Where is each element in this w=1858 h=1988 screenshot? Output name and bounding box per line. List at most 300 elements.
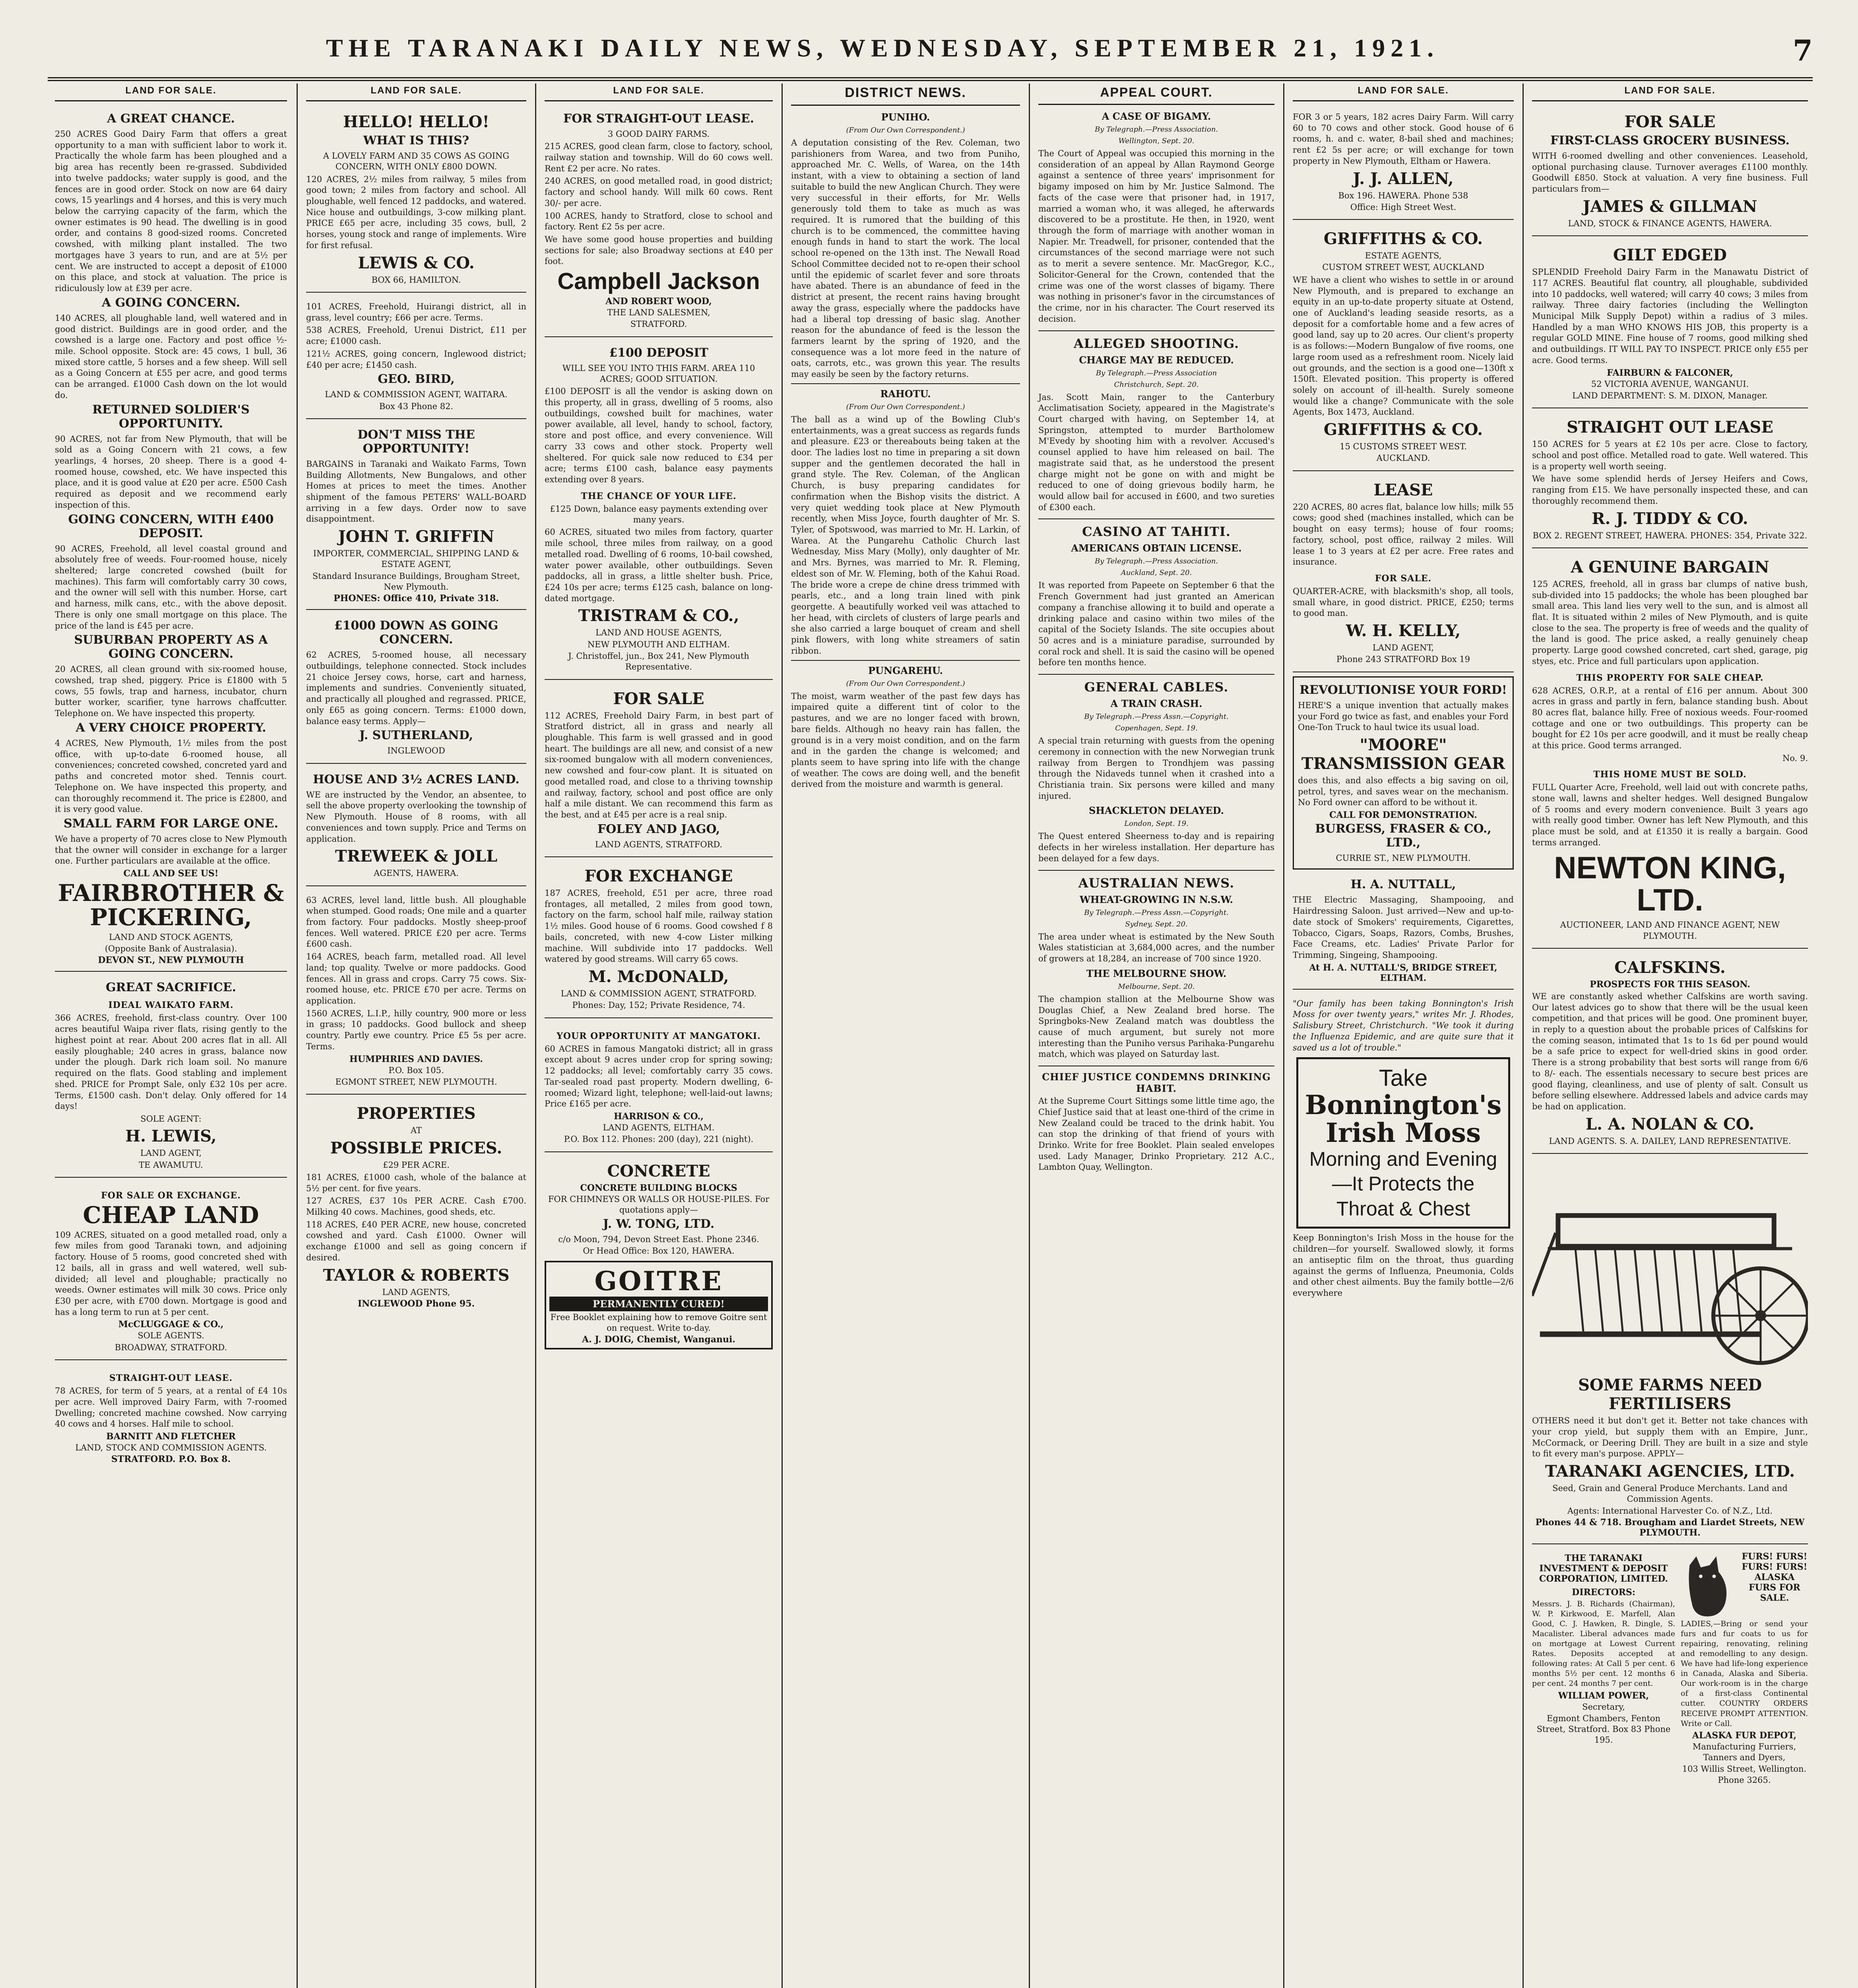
- news-subtitle: THE MELBOURNE SHOW.: [1086, 967, 1227, 979]
- advert-title: THIS HOME MUST BE SOLD.: [1593, 769, 1747, 780]
- advert-text: 101 ACRES, Freehold, Huirangi district, all in grass, level country; £66 per acre. Terms.: [306, 301, 526, 322]
- agent-name: J. W. TONG, LTD.: [603, 1217, 715, 1231]
- agent-line: BOX 66, HAMILTON.: [371, 275, 461, 285]
- advert-text: 250 ACRES Good Dairy Farm that offers a great opportunity to a man with sufficient labor to work it. Practically the whole farm has been ploughed and a big area has recently been re-grassed. Subdivided into twelve paddocks; water supply is good, and the fences are in good order. Stock on now are 64 dairy cows, 15 yearlings and 4 horses, and this is very much below the carrying capacity of the farm, which the owner estimates is 90 head. The dwelling is in good order, and contains 8 good-sized rooms. Concreted cowshed, with milking plant installed. The two mortgages have 3 years to run, and are at 5½ per cent. We are instructed to accept a deposit of £1000 on this place, and stock at valuation. The price is ridiculously low at £39 per acre.: [55, 129, 287, 293]
- news-dateline: Melbourne, Sept. 20.: [1118, 982, 1195, 991]
- advert-text: FOR CHIMNEYS OR WALLS OR HOUSE-PILES. For quotations apply—: [548, 1194, 770, 1215]
- news-title: CHIEF JUSTICE CONDEMNS DRINKING HABIT.: [1038, 1066, 1274, 1094]
- agent-name: JOHN T. GRIFFIN: [338, 527, 495, 546]
- column-3: [537, 83, 780, 1988]
- agent-line: LAND AGENT,: [140, 1148, 202, 1158]
- column-heading: DISTRICT NEWS.: [791, 83, 1020, 106]
- advert-title: THE CHANCE OF YOUR LIFE.: [581, 491, 737, 501]
- moss-brand: Bonnington's Irish Moss: [1305, 1089, 1502, 1148]
- news-dateline: Sydney, Sept. 20.: [1125, 920, 1188, 928]
- masthead-title: THE TARANAKI DAILY NEWS, WEDNESDAY, SEPTEMBER 21, 1921.: [326, 34, 1439, 62]
- agent-line: Box 43 Phone 82.: [379, 401, 454, 411]
- news-text: A deputation consisting of the Rev. Coleman, two parishioners from Warea, and two from Puniho, approached Mr. C. Wells, of Warea, on the 14th instant, with a view to obtaining a section of land suitable to build the new Anglican Church. They were very successful in their efforts, for Mr. Wells generously told them to take as much as was required. It is rumored that the building of this church is to be commenced, the committee having enough funds in hand to start the work. The local school re-opened on the 13th inst. The Newall Road School Committee decided not to re-open their school until the epidemic of scarlet fever and sore throats have abated. There is an abundance of feed in the district at present, the recent rains having brought away the grass, especially where the paddocks have had a liberal top dressing of basic slag. Another reason for the abundance of feed is the lesson the farmers learnt by the spring of 1920, and the consequence was a lot more feed in the nature of oats, carrots, etc., was grown this year. The results may easily be seen by the factory returns.: [791, 138, 1020, 379]
- advert-subtitle: WHAT IS THIS?: [363, 134, 469, 148]
- column-heading: APPEAL COURT.: [1038, 83, 1274, 105]
- column-rule: [535, 83, 536, 1988]
- agent-line: SOLE AGENTS.: [138, 1331, 204, 1341]
- agent-line: Agents: International Harvester Co. of N.Z., Ltd.: [1567, 1506, 1773, 1516]
- agent-name: LEWIS & CO.: [358, 253, 475, 272]
- agent-line: Secretary,: [1582, 1702, 1625, 1712]
- advert-title: THE TARANAKI INVESTMENT & DEPOSIT CORPORATION, LIMITED.: [1539, 1553, 1668, 1584]
- advert-title: LEASE: [1373, 480, 1433, 499]
- advert-text: "Our family has been taking Bonnington's Irish Moss for over twenty years," writes Mr. J. Rhodes, Salisbury Street, Christchurch. "We took it during the Influenza Epidemic, and are quite sure that it saved us a lot of trouble.": [1293, 998, 1514, 1052]
- column-5: [1031, 83, 1282, 1988]
- agent-line: P.O. Box 112. Phones: 200 (day), 221 (night).: [564, 1134, 754, 1144]
- advert: [1293, 475, 1514, 672]
- agent-line: Seed, Grain and General Produce Merchants. Land and Commission Agents.: [1552, 1483, 1788, 1504]
- advert-text: Messrs. J. B. Richards (Chairman), W. P. Kirkwood, E. Marfell, Alan Good, C. J. Hawken, R. Dingle, S. Macalister. Liberal advances made on mortgage at Lowest Current Rates. Deposits accepted at following rates: At Call 5 per cent. 6 months 5½ per cent. 12 months 6 per cent. 24 months 7 per cent.: [1532, 1599, 1675, 1688]
- agent-line: AUCTIONEER, LAND AND FINANCE AGENT, NEW PLYMOUTH.: [1560, 920, 1780, 941]
- advert-title: FOR STRAIGHT-OUT LEASE.: [563, 112, 754, 126]
- advert-text: 150 ACRES for 5 years at £2 10s per acre. Close to factory, school and post office. Metalled road to gate. Well watered. This is a property well worth seeing.: [1532, 439, 1808, 471]
- advert-title: STRAIGHT OUT LEASE: [1567, 418, 1773, 437]
- advert-text: OTHERS need it but don't get it. Better not take chances with your crop yield, but supply them with an Empire, Junr., McCormack, or Deering Drill. They are built in a size and style to fit every man's purpose. APPLY—: [1532, 1416, 1808, 1459]
- advert-text: 215 ACRES, good clean farm, close to factory, school, railway station and township. Will do 60 cows well. Rent £2 per acre. No rates.: [545, 142, 773, 173]
- advert-text: £29 PER ACRE.: [383, 1160, 450, 1170]
- news-subtitle: AMERICANS OBTAIN LICENSE.: [1071, 542, 1242, 554]
- news-text: The Quest entered Sheerness to-day and is repairing defects in her wireless installation. Her departure has been delayed for a few days.: [1038, 831, 1274, 863]
- column-rule: [782, 83, 783, 1988]
- agent-line: LAND AGENTS,: [382, 1287, 450, 1297]
- advert-text: 90 ACRES, Freehold, all level coastal ground and absolutely free of weeds. Four-roomed house, nicely sheltered; large concreted cowshed (built for machines). This farm will comfortably carry 30 cows, and the owner will sell with this number. Horse, cart and harness, milk cans, etc., with the above deposit. There is only one small mortgage on this place. The price of the land is £45 per acre.: [55, 544, 287, 631]
- advert-text: WITH 6-roomed dwelling and other conveniences. Leasehold, optional purchasing clause. Turnover averages £1100 monthly. Goodwill £850. Stock at valuation. A very fine business. Full particulars from—: [1532, 151, 1808, 194]
- agent-name: L. A. NOLAN & CO.: [1585, 1114, 1755, 1134]
- agent-line: Manufacturing Furriers, Tanners and Dyers,: [1692, 1741, 1796, 1763]
- news-text: The champion stallion at the Melbourne Show was Douglas Chief, a New Zealand bred horse. The Springboks-New Zealand match was doubtless the cause of much argument, but surely not more interesting than the Puniho versus Parihaka-Pungarehu match, which was played on Saturday last.: [1038, 994, 1274, 1059]
- agent-line: AND ROBERT WOOD,: [605, 296, 712, 307]
- news-title: ALLEGED SHOOTING.: [1038, 330, 1274, 351]
- advert-text: 121½ ACRES, going concern, Inglewood district; £40 per acre; £1450 cash.: [306, 349, 526, 370]
- advert-text: 20 ACRES, all clean ground with six-roomed house, cowshed, trap shed, piggery. Price is £1800 with 5 cows, 55 fowls, trap and harness, incubator, churn butter worker, scarifier, tyne harrows chaffcutter. Telephone on. We have inspected this property.: [55, 664, 287, 718]
- news-byline: By Telegraph.—Press Association.: [1094, 125, 1218, 134]
- advert: [1532, 1548, 1808, 1792]
- news-text: A special train returning with guests from the opening ceremony in connection with the new Norwegian trunk railway from Bergen to Trondhjem was passing through the Nidaveds tunnel when it crashed into a Christiania train. Six persons were killed and many injured.: [1038, 736, 1274, 801]
- advert-text: does this, and also effects a big saving on oil, petrol, tyres, and saves wear on the mechanism. No Ford owner can afford to be without it.: [1298, 775, 1509, 808]
- advert-title: YOUR OPPORTUNITY AT MANGATOKI.: [557, 1031, 761, 1041]
- moss-line: Morning and Evening—It Protects the Throat & Chest: [1309, 1147, 1497, 1220]
- agent-line: ESTATE AGENTS,: [1365, 251, 1442, 261]
- call-line: CALL FOR DEMONSTRATION.: [1329, 810, 1477, 821]
- advert-text: AT: [410, 1126, 422, 1136]
- advert-text: 181 ACRES, £1000 cash, whole of the balance at 5½ per cent. for five years.: [306, 1172, 526, 1193]
- advert-number: No. 9.: [1782, 753, 1808, 763]
- advert-subtitle: PROSPECTS FOR THIS SEASON.: [1590, 979, 1750, 990]
- advert-text: HERE'S a unique invention that actually makes your Ford go twice as fast, and enables your Ford One-Ton Truck to haul twice its usual load.: [1298, 700, 1509, 732]
- advert-title: CHEAP LAND: [83, 1201, 259, 1229]
- seed-drill-illustration: [1532, 1165, 1808, 1372]
- agent-line: INGLEWOOD: [387, 746, 445, 756]
- advert-text: We have some splendid herds of Jersey Heifers and Cows, ranging from £15. We have personally inspected these, and can thoroughly recommend them.: [1532, 474, 1808, 506]
- advert-title: FURS! FURS! FURS! FURS!: [1742, 1551, 1808, 1572]
- advert-text: 240 ACRES, on good metalled road, in good district; factory and school handy. Will milk 60 cows. Rent 30/- per acre.: [545, 176, 773, 208]
- agent-name: GRIFFITHS & CO.: [1323, 229, 1483, 248]
- agent-line: At H. A. NUTTALL'S, BRIDGE STREET, ELTHAM.: [1309, 962, 1497, 983]
- agent-line: LAND AGENT,: [1372, 643, 1434, 653]
- advert-title: A GENUINE BARGAIN: [1571, 557, 1769, 577]
- advert-title: CALFSKINS.: [1614, 958, 1726, 977]
- agent-name: TREWEEK & JOLL: [335, 847, 498, 866]
- news-text: The Court of Appeal was occupied this morning in the consideration of an appeal by Allan Raymond George against a sentence of three years' imprisonment for bigamy imposed on him by Mr. Justice Salmond. The facts of the case were that prisoner had, in 1917, married a woman who, it was alleged, he afterwards discovered to be a prostitute. He then, in 1920, went through the form of marriage with another woman in Napier. Mr. Treadwell, for prisoner, contended that the circumstances of the second marriage were not such as to merit a severe sentence. Mr. MacGregor, K.C., Solicitor-General for the Crown, contended that the crime was one of the worst classes of bigamy. There was nothing in prisoner's favor in the circumstances of the crime, nor in his character. The Court reserved its decision.: [1038, 149, 1274, 324]
- advert-title: FOR EXCHANGE: [584, 867, 733, 886]
- goitre-title: GOITRE: [594, 1265, 723, 1297]
- masthead: [48, 33, 1813, 81]
- agent-line: CURRIE ST., NEW PLYMOUTH.: [1336, 853, 1471, 863]
- agent-line: LAND, STOCK & FINANCE AGENTS, HAWERA.: [1568, 218, 1772, 228]
- agent-line: LAND AND HOUSE AGENTS,: [595, 628, 722, 638]
- agent-line: 103 Willis Street, Wellington. Phone 3265.: [1682, 1764, 1807, 1785]
- advert: [545, 861, 773, 1018]
- news-text: The ball as a wind up of the Bowling Club's entertainments, was a great success as regards funds and pleasure. £23 or thereabouts being taken at the door. The ladies lost no time in preparing a sit down supper and the gentlemen decorated the hall in grand style. The Rev. Coleman, of the Anglican Church, is busy preparing candidates for confirmation when the Bishop visits the district. A very quiet wedding took place at New Plymouth recently, when Miss Joyce, fourth daughter of Mr. S. Tyler, of Spotswood, was married to Mr. H. Larkin, of Warea. At the Pungarehu Catholic Church last Wednesday, Miss Mary (Molly), only daughter of Mr. and Mrs. Byrnes, was married to Mr. R. Fleming, eldest son of Mr. W. Fleming, both of the Kahui Road. The bride wore a crepe de chine dress trimmed with pearls, etc., and a long train lined with pink georgette. A beautifully worked veil was attached to her head, with circlets of clusters of large pearls and she also carried a large bouquet of cream and shell pink flowers, with long white streamers of satin ribbon.: [791, 414, 1020, 656]
- advert-title: SUBURBAN PROPERTY AS A GOING CONCERN.: [74, 633, 268, 661]
- advert-text: 366 ACRES, freehold, first-class country. Over 100 acres beautiful Waipa river flats, rising gently to the highest point at rear. About 200 acres flat in all. All easily ploughable; 240 acres in grass, balance now under the plough. Dark rich loam soil. No manure required on the flats. Good stabling and implement shed. PRICE for Prompt Sale, only £32 10s per acre. Terms, £1500 cash. Don't delay. Only offered for 14 days!: [55, 1013, 287, 1111]
- advert-subtitle: WILL SEE YOU INTO THIS FARM. AREA 110 ACRES; GOOD SITUATION.: [562, 363, 755, 384]
- advert-title: "MOORE" TRANSMISSION GEAR: [1301, 735, 1505, 773]
- advert-text: 60 ACRES in famous Mangatoki district; all in grass except about 9 acres under crop for spring sowing; 12 paddocks; all level; comfortably carry 35 cows. Tar-sealed road past property. Modern dwelling, 6-roomed; Wizard light, telephone; well-laid-out lawns; Price £165 per acre.: [545, 1044, 773, 1109]
- agent-line: EGMONT STREET, NEW PLYMOUTH.: [335, 1077, 497, 1087]
- news-title: GENERAL CABLES.: [1038, 674, 1274, 695]
- agent-line: Phones 44 & 718. Brougham and Liardet Streets, NEW PLYMOUTH.: [1535, 1517, 1805, 1538]
- advert: [1532, 240, 1808, 408]
- advert-title: FOR SALE: [1624, 113, 1716, 131]
- agent-line: SOLE AGENT:: [140, 1114, 202, 1124]
- advert-title: POSSIBLE PRICES.: [330, 1138, 502, 1157]
- advert-text: £100 DEPOSIT is all the vendor is asking down on this property, all in grass, dwelling of 5 rooms, also outbuildings, cowshed built for machines, water power available, all level, handy to school, factory, store and post office, and every convenience. Will carry 33 cows and other stock. Property well sheltered. For quick sale now reduced to £34 per acre; terms £100 cash, balance easy payments extending over 8 years.: [545, 386, 773, 485]
- column-6: [1286, 83, 1521, 1988]
- news-byline: By Telegraph.—Press Association.: [1094, 557, 1218, 566]
- column-1: [48, 83, 294, 1988]
- advert-title: HELLO! HELLO!: [343, 113, 489, 131]
- column-heading: LAND FOR SALE.: [306, 83, 526, 101]
- agent-name: H. A. NUTTALL,: [1350, 878, 1456, 892]
- agent-name: GRIFFITHS & CO.: [1323, 420, 1483, 439]
- goitre-advert: [545, 1261, 773, 1350]
- advert-text: LADIES,—Bring or send your furs and fur coats to us for repairing, renovating, relining and remodelling to any design. We have had life-long experience in Canada, Alaska and Siberia. Our work-room is in the charge of a first-class Continental cutter. COUNTRY ORDERS RECEIVE PROMPT ATTENTION. Write or Call.: [1681, 1619, 1808, 1728]
- advert-text: 62 ACRES, 5-roomed house, all necessary outbuildings, telephone connected. Stock includes 21 choice Jersey cows, horse, cart and harness, implements and sundries. Conveniently situated, and practically all ploughed and regrassed. PRICE, only £65 as going concern. Terms: £1000 down, balance easy terms. Apply—: [306, 650, 526, 726]
- column-heading: LAND FOR SALE.: [545, 83, 773, 101]
- advert-title: A VERY CHOICE PROPERTY.: [76, 720, 266, 735]
- agent-name: TARANAKI AGENCIES, LTD.: [1545, 1462, 1795, 1481]
- news-text: The area under wheat is estimated by the New South Wales statistician at 3,684,000 acres, and the number of growers at 18,284, an increase of 700 since 1920.: [1038, 932, 1274, 964]
- column-rule: [1522, 83, 1524, 1988]
- advert-text: 140 ACRES, all ploughable land, well watered and in good district. Buildings are in good order, and the cowshed is a large one. Factory and post office ½-mile. School opposite. Stock are: 45 cows, 1 bull, 36 mixed store cattle, 5 horses and a few sheep. Will sell as a Going Concern at £55 per acre, and good terms can be arranged. £1000 Cash down on the lot would do.: [55, 313, 287, 400]
- advert-title: FOR SALE.: [1375, 573, 1432, 584]
- agent-name: J. SUTHERLAND,: [359, 728, 473, 743]
- advert-text: 118 ACRES, £40 PER ACRE, new house, concreted cowshed and yard. Cash £1000. Owner will exchange £1000 and sell as going concern if desired.: [306, 1219, 526, 1262]
- agent-line: Phone 243 STRATFORD Box 19: [1336, 654, 1470, 664]
- news-dateline: London, Sept. 19.: [1124, 819, 1189, 828]
- advert-heading: FOR SALE OR EXCHANGE.: [101, 1190, 241, 1201]
- agent-name: TRISTRAM & CO.,: [578, 606, 739, 625]
- agent-line: LAND & COMMISSION AGENT, STRATFORD.: [561, 989, 757, 999]
- advert: [306, 107, 526, 293]
- page-number: 7: [1792, 33, 1813, 67]
- advert-text: WE are instructed by the Vendor, an absentee, to sell the above property overlooking the township of New Plymouth. House of 8 rooms, with all conveniences and town supply. Price and Terms on application.: [306, 790, 526, 844]
- advert-text: 63 ACRES, level land, little bush. All ploughable when stumped. Good roads; One mile and a quarter from factory. Four paddocks. Mostly sheep-proof fences. Well watered. PRICE £20 per acre. Terms £600 cash.: [306, 895, 526, 949]
- agent-line: INGLEWOOD Phone 95.: [357, 1298, 475, 1309]
- agent-line: LAND AGENTS, STRATFORD.: [595, 839, 723, 849]
- advert: [1293, 224, 1514, 471]
- advert-subtitle: DIRECTORS:: [1572, 1587, 1635, 1598]
- agent-line: LAND AGENTS. S. A. DAILEY, LAND REPRESENTATIVE.: [1549, 1136, 1791, 1146]
- goitre-text: Free Booklet explaining how to remove Goitre sent on request. Write to-day.: [550, 1312, 767, 1333]
- agent-line: Box 196. HAWERA. Phone 538: [1338, 190, 1468, 200]
- news-subtitle: WHEAT-GROWING IN N.S.W.: [1079, 893, 1233, 905]
- advert: [55, 976, 287, 1177]
- news-byline: By Telegraph.—Press Assn.—Copyright.: [1084, 712, 1229, 721]
- news-byline: (From Our Own Correspondent.): [846, 679, 965, 688]
- agent-name: TAYLOR & ROBERTS: [323, 1266, 510, 1285]
- agent-line: STRATFORD. P.O. Box 8.: [111, 1454, 231, 1465]
- news-text: The moist, warm weather of the past few days has impaired quite a different tint of color to the pastures, and we are no longer faced with brown, bare fields. Although no heavy rain has fallen, the ground is in a very moist condition, and on the farm and in the garden the change is welcomed; and plants seem to have spring into life with the change of weather. The cows are doing well, and the benefit derived from the moisture and warmth is general.: [791, 691, 1020, 789]
- agent-name: GEO. BIRD,: [378, 372, 455, 386]
- agent-line: J. Christoffel, jun., Box 241, New Plymouth Representative.: [568, 651, 749, 672]
- advert-text: WE are constantly asked whether Calfskins are worth saving. Our latest advices go to show that there will be the usual keen competition, and that prices will be good. One prominent buyer, in reply to a question about the probable prices of Calfskins for the coming season, intimated that 1s to 1s 6d per pound would be a safe price to expect for well-dried skins in good order. There is a strong probability that best sorts will range from 6/6 to 8/- each. The essentials necessary to secure best prices are good flaying, cleanliness, and use of plenty of salt. Consult us before selling elsewhere. Addressed labels and advice cards may be had on application.: [1532, 991, 1808, 1112]
- column-heading: LAND FOR SALE.: [1293, 83, 1514, 101]
- agent-name: R. J. TIDDY & CO.: [1592, 509, 1748, 528]
- agent-name: M. McDONALD,: [588, 967, 729, 986]
- advert: [306, 297, 526, 419]
- advert: [545, 1156, 773, 1355]
- advert: [1293, 873, 1514, 989]
- advert-text: WE have a client who wishes to settle in or around New Plymouth, and is prepared to exchange an equity in an up-to-date property situate at Ostend, one of Auckland's leading seaside resorts, as a deposit for a comfortable home and a few acres of good land, say up to 20 acres. Our client's property is as follows:—Modern Bungalow of five rooms, one large room used as a refreshment room. Nicely laid out grounds, and the section is a good one—130ft x 150ft. Elevated position. This property is offered solely on account of ill-health. Surely someone would like a change? Communicate with the sole Agents, Box 1473, Auckland.: [1293, 275, 1514, 417]
- agent-name: HARRISON & CO.,: [614, 1111, 704, 1122]
- news-subtitle: A TRAIN CRASH.: [1110, 698, 1202, 710]
- advert: [1293, 994, 1514, 1306]
- advert-title: A GOING CONCERN.: [101, 295, 240, 310]
- advert: [306, 1099, 526, 1314]
- agent-name: ALASKA FUR DEPOT,: [1692, 1730, 1797, 1741]
- news-place: RAHOTU.: [791, 383, 1020, 400]
- agent-line: NEW PLYMOUTH AND ELTHAM.: [587, 639, 730, 649]
- agent-line: TE AWAMUTU.: [139, 1160, 203, 1170]
- agent-line: Office: High Street West.: [1350, 202, 1457, 212]
- advert: [55, 1182, 287, 1360]
- agent-line: AGENTS, HAWERA.: [374, 868, 459, 878]
- moss-line: Take: [1379, 1065, 1428, 1091]
- news-place: PUNGAREHU.: [791, 660, 1020, 676]
- agent-line: Phones: Day, 152; Private Residence, 74.: [572, 1000, 745, 1010]
- column-rule: [1283, 83, 1284, 1988]
- agent-name: J. J. ALLEN,: [1353, 169, 1454, 188]
- agent-line: 52 VICTORIA AVENUE, WANGANUI.: [1591, 379, 1749, 389]
- advert-title: FOR SALE: [613, 689, 704, 708]
- news-text: At the Supreme Court Sittings some little time ago, the Chief Justice said that at least one-third of the crime in New Zealand could be traced to the drink habit. You can stop the drinking of that friend of yours with Drinko. Write for free Booklet. Plain sealed envelopes used. Lady Manager, Drinko Proprietary. 212 A.C., Lambton Quay, Wellington.: [1038, 1096, 1274, 1172]
- fox-illustration: [1681, 1551, 1736, 1619]
- advert-title: HOUSE AND 3½ ACRES LAND.: [313, 772, 520, 786]
- advert-text: 538 ACRES, Freehold, Urenui District, £11 per acre; £1000 cash.: [306, 325, 526, 346]
- advert-text: QUARTER-ACRE, with blacksmith's shop, all tools, small whare, in good district. PRICE, £250; terms to good man.: [1293, 586, 1514, 618]
- agent-line: BOX 2. REGENT STREET, HAWERA. PHONES: 354, Private 322.: [1532, 530, 1808, 540]
- agent-line: CUSTOM STREET WEST, AUCKLAND: [1322, 262, 1484, 272]
- advert-text: 125 ACRES, freehold, all in grass bar clumps of native bush, sub-divided into 15 paddocks; the whole has been ploughed bar small area. This land lies very well to the sun, and is almost all flat. It is situated within 2 miles of New Plymouth, and is quite close to the sea. The property is free of weeds and the quality of the land is good. The price asked, a really genuinely cheap property. Large good cowshed concreted, cart shed, garage, pig styes, etc. Price and full particulars upon application.: [1532, 579, 1808, 666]
- advert-title: DON'T MISS THE OPPORTUNITY!: [357, 427, 475, 456]
- advert-title: REVOLUTIONISE YOUR FORD!: [1299, 683, 1507, 697]
- advert-title: £1000 DOWN AS GOING CONCERN.: [334, 619, 498, 647]
- agent-name: W. H. KELLY,: [1346, 621, 1461, 641]
- advert: [1532, 1158, 1808, 1544]
- advert-title: STRAIGHT-OUT LEASE.: [109, 1373, 233, 1384]
- news-text: It was reported from Papeete on September 6 that the French Government had just granted an American company a franchise allowing it to build and operate a drinking palace and casino within two miles of the capital of the Society Islands. The site occupies about 50 acres and is a miniature paradise, surrounded by coral rock and shell. It is said the casino will be opened before ten months hence.: [1038, 580, 1274, 668]
- news-dateline: Wellington, Sept. 20.: [1118, 137, 1195, 145]
- agent-line: BROADWAY, STRATFORD.: [114, 1342, 227, 1352]
- news-dateline: Christchurch, Sept. 20.: [1114, 380, 1199, 389]
- agent-line: THE LAND SALESMEN,: [607, 308, 710, 318]
- news-dateline: Copenhagen, Sept. 19.: [1115, 724, 1198, 733]
- advert-title: RETURNED SOLDIER'S OPPORTUNITY.: [92, 402, 250, 431]
- advert-text: 220 ACRES, 80 acres flat, balance low hills; milk 55 cows; good shed (machines installed, which can be bought on easy terms); house of four rooms; factory, school, post office, railway 2 miles. Will lease 1 to 3 years at £2 per acre. Free rates and insurance.: [1293, 502, 1514, 567]
- advert-text: 127 ACRES, £37 10s PER ACRE. Cash £700. Milking 40 cows. Machines, good sheds, etc.: [306, 1196, 526, 1217]
- advert-title: CONCRETE: [607, 1161, 710, 1180]
- advert-text: Keep Bonnington's Irish Moss in the house for the children—for yourself. Swallowed slowly, it forms an antiseptic film on the throat, thus guarding against the germs of Influenza, Pneumonia, Colds and other chest ailments. Buy the family bottle—2/6 everywhere: [1293, 1233, 1514, 1298]
- advert-title: THIS PROPERTY FOR SALE CHEAP.: [1576, 672, 1764, 683]
- agent-line: P.O. Box 105.: [388, 1065, 444, 1075]
- advert-subtitle: FIRST-CLASS GROCERY BUSINESS.: [1550, 134, 1790, 148]
- advert-title: PROPERTIES: [357, 1104, 476, 1123]
- news-title: CASINO AT TAHITI.: [1038, 518, 1274, 539]
- agent-line: DEVON ST., NEW PLYMOUTH: [98, 955, 244, 966]
- news-byline: (From Our Own Correspondent.): [846, 126, 965, 134]
- irish-moss-advert: [1296, 1057, 1510, 1229]
- advert: [545, 107, 773, 337]
- advert: [55, 1364, 287, 1470]
- advert-title: A GREAT CHANCE.: [107, 112, 235, 126]
- agent-line: LAND, STOCK AND COMMISSION AGENTS.: [75, 1442, 267, 1452]
- agent-line: LAND AGENTS, ELTHAM.: [603, 1122, 715, 1132]
- advert-text: SPLENDID Freehold Dairy Farm in the Manawatu District of 117 ACRES. Beautiful flat country, all ploughable, subdivided into 10 paddocks, well watered; will carry 40 cows; 3 miles from railway. Three dairy factories (including the Wellington Municipal Milk Supply Depot) within a radius of 3 miles. Handled by a man WHO KNOWS HIS JOB, this property is a regular GOLD MINE. Fine house of 7 rooms, good milking shed and outbuildings. IT WILL PAY TO INSPECT. PRICE only £55 per acre. Good terms.: [1532, 267, 1808, 365]
- advert: [1532, 412, 1808, 548]
- column-7: [1525, 83, 1815, 1988]
- advert: [306, 890, 526, 1095]
- agent-line: AUCKLAND.: [1376, 453, 1430, 463]
- agent-name: HUMPHRIES AND DAVIES.: [349, 1054, 483, 1064]
- news-subtitle: CHARGE MAY BE REDUCED.: [1079, 354, 1234, 366]
- advert-text: A LOVELY FARM AND 35 COWS AS GOING CONCERN, WITH ONLY £800 DOWN.: [323, 151, 510, 172]
- column-heading: LAND FOR SALE.: [55, 83, 287, 101]
- agent-name: Campbell Jackson: [557, 268, 760, 295]
- agent-line: LAND DEPARTMENT: S. M. DIXON, Manager.: [1572, 390, 1768, 400]
- advert: [545, 684, 773, 857]
- advert-text: We have a property of 70 acres close to New Plymouth that the owner will consider in exchange for a larger one. Further particulars are available at the office.: [55, 834, 287, 866]
- column-rule: [297, 83, 298, 1988]
- fur-advert: [1681, 1551, 1808, 1786]
- goitre-agent: A. J. DOIG, Chemist, Wanganui.: [582, 1334, 735, 1345]
- advert-text: 100 ACRES, handy to Stratford, close to school and factory. Rent £2 5s per acre.: [545, 211, 773, 232]
- agent-line: 15 CUSTOMS STREET WEST.: [1340, 442, 1467, 452]
- advert-text: 187 ACRES, freehold, £51 per acre, three road frontages, all metalled, 2 miles from good town, factory on the farm, school half mile, railway station 1½ miles. Good house of 6 rooms. Good cowshed f 8 bails, concreted, with new 4-cow Lister milking machine. Will subdivide into 17 paddocks. Well watered by good streams. Will carry 65 cows.: [545, 888, 773, 964]
- advert: [1532, 953, 1808, 1154]
- news-byline: (From Our Own Correspondent.): [846, 402, 965, 411]
- agent-line: IMPORTER, COMMERCIAL, SHIPPING LAND & ESTATE AGENT,: [313, 549, 520, 569]
- advert-text: 1560 ACRES, L.I.P., hilly country, 900 more or less in grass; 10 paddocks. Good bullock and sheep country. Partly ewe country. Price £5 5s per acre. Terms.: [306, 1008, 526, 1051]
- advert-title: £100 DEPOSIT: [609, 346, 708, 360]
- advert-subtitle: ALASKA FURS FOR SALE.: [1749, 1572, 1800, 1603]
- agent-line: Egmont Chambers, Fenton Street, Stratford. Box 83 Phone 195.: [1536, 1713, 1671, 1745]
- column-heading: LAND FOR SALE.: [1532, 83, 1808, 101]
- agent-name: FAIRBURN & FALCONER,: [1607, 367, 1733, 378]
- agent-name: NEWTON KING, LTD.: [1554, 850, 1786, 918]
- advert-text: 78 ACRES, for term of 5 years, at a rental of £4 10s per acre. Well improved Dairy Farm, with 7-roomed Dwelling; concreted machine cowshed. Now carrying 40 cows and 4 horses. Half mile to school.: [55, 1386, 287, 1429]
- advert: [306, 423, 526, 610]
- advert-title: GOING CONCERN, WITH £400 DEPOSIT.: [68, 512, 274, 540]
- advert: [1293, 676, 1514, 870]
- advert-title: SOME FARMS NEED FERTILISERS: [1578, 1376, 1762, 1413]
- advert-text: 120 ACRES, 2½ miles from railway, 5 miles from good town; 2 miles from factory and school. All ploughable, well fenced 12 paddocks, and watered. Nice house and outbuildings, 3-cow milking plant. PRICE £65 per acre, including 35 cows, bull, 2 horses, young stock and range of implements. Wire for first refusal.: [306, 174, 526, 250]
- advert-subtitle: 3 GOOD DAIRY FARMS.: [607, 129, 710, 139]
- agent-line: (Opposite Bank of Australasia).: [105, 944, 237, 954]
- agent-line: LAND AND STOCK AGENTS,: [109, 932, 233, 942]
- agent-line: LAND & COMMISSION AGENT, WAITARA.: [325, 390, 508, 400]
- news-place: PUNIHO.: [881, 111, 930, 123]
- advert-text: FOR 3 or 5 years, 182 acres Dairy Farm. Will carry 60 to 70 cows and other stock. Good house of 6 rooms, h. and c. water, 8-bail shed and machines; rent £2 5s per acre; or will exchange for town property in New Plymouth, Eltham or Hawera.: [1293, 112, 1514, 166]
- agent-line: Standard Insurance Buildings, Brougham Street, New Plymouth.: [312, 571, 520, 592]
- agent-name: McCLUGGAGE & CO.,: [118, 1319, 224, 1330]
- news-title: AUSTRALIAN NEWS.: [1038, 870, 1274, 891]
- advert: [545, 341, 773, 680]
- agent-name: FAIRBROTHER & PICKERING,: [58, 879, 284, 931]
- news-subtitle: A CASE OF BIGAMY.: [1102, 111, 1211, 122]
- news-dateline: Auckland, Sept. 20.: [1121, 569, 1192, 577]
- agent-name: H. LEWIS,: [125, 1127, 217, 1146]
- advert-title: SMALL FARM FOR LARGE ONE.: [63, 816, 279, 831]
- agent-name: WILLIAM POWER,: [1558, 1690, 1649, 1701]
- advert-text: BARGAINS in Taranaki and Waikato Farms, Town Building Allotments, New Bungalows, and other Homes at prices to meet the times. Another shipment of the famous PETERS' WALL-BOARD arriving in a few days. Order now to save disappointment.: [306, 459, 526, 524]
- goitre-subtitle: PERMANENTLY CURED!: [549, 1297, 768, 1311]
- column-2: [299, 83, 533, 1988]
- advert-text: 164 ACRES, beach farm, metalled road. All level land; top quality. Twelve or more paddocks. Good fences. All in grass and crops. Carry 75 cows. Six-roomed house, etc. PRICE £70 per acre. Terms on application.: [306, 952, 526, 1006]
- advert-text: We have some good house properties and building sections for sale; also Broadway sections at £40 per foot.: [545, 235, 773, 266]
- advert-subtitle: IDEAL WAIKATO FARM.: [108, 1000, 234, 1011]
- agent-name: BURGESS, FRASER & CO., LTD.,: [1315, 822, 1491, 850]
- advert: [306, 614, 526, 763]
- advert: [55, 107, 287, 972]
- agent-name: FOLEY AND JAGO,: [597, 822, 720, 836]
- agent-line: PHONES: Office 410, Private 318.: [334, 593, 499, 604]
- advert-text: 628 ACRES, O.R.P., at a rental of £16 per annum. About 300 acres in grass and partly in fern, balance standing bush. About 80 acres flat, balance hilly. Free of noxious weeds. Four-roomed cottage and one or two outbuildings. This property can be bought for £2 10s per acre goodwill, and it must be really cheap at this price. Good terms arranged.: [1532, 685, 1808, 751]
- column-4: [784, 83, 1027, 1988]
- advert-title: GREAT SACRIFICE.: [105, 980, 237, 995]
- advert-text: THE Electric Massaging, Shampooing, and Hairdressing Saloon. Just arrived—New and up-to-date stock of Smokers' requirements, Cigarettes, Tobacco, Cigars, Soaps, Razors, Combs, Brushes, Face Creams, etc. Ladies' Private Parlor for Trimming, Singeing, Shampooing.: [1293, 895, 1514, 960]
- news-byline: By Telegraph.—Press Assn.—Copyright.: [1084, 908, 1229, 917]
- advert-text: 109 ACRES, situated on a good metalled road, only a few miles from good Taranaki town, and adjoining factory. House of 5 rooms, good concreted shed with 12 bails, all in grass and well watered, well sub-divided; all level and ploughable; practically no weeds. Owner estimates will milk 30 cows. Price only £30 per acre, with £700 down. Mortgage is good and has a long term to run at 5 per cent.: [55, 1230, 287, 1317]
- agent-line: Or Head Office: Box 120, HAWERA.: [583, 1246, 735, 1256]
- advert-title: GILT EDGED: [1613, 246, 1727, 265]
- advert-text: 90 ACRES, not far from New Plymouth, that will be sold as a Going Concern with 21 cows, a few yearlings, 4 horses, 20 sheep. There is a good 4-roomed house, cowshed, etc. We have inspected this place, and it is good value at £20 per acre. £500 Cash required as deposit and we recommend early inspection of this.: [55, 434, 287, 510]
- advert: [545, 1022, 773, 1152]
- news-text: Jas. Scott Main, ranger to the Canterbury Acclimatisation Society, appeared in the Magistrate's Court charged with having, on September 14, at Springston, attempted to murder Bartholomew M'Evedy by shooting him with a revolver. Accused's counsel applied to have him released on bail. The magistrate said that, as he understood the present charge might not be gone on with and might be reduced to one of doing grievous bodily harm, he would allow bail for accused in £600, and two sureties of £300 each.: [1038, 392, 1274, 512]
- news-subtitle: SHACKLETON DELAYED.: [1089, 805, 1224, 817]
- advert-text: FULL Quarter Acre, Freehold, well laid out with concrete paths, stone wall, lawns and shelter hedges. Well designed Bungalow of 5 rooms and every modern convenience. Built 3 years ago with really good timber. Owner has left New Plymouth, and this place must be sold, and at £1350 it is really a bargain. Good terms arranged.: [1532, 782, 1808, 847]
- column-rule: [1029, 83, 1030, 1988]
- advert-text: 112 ACRES, Freehold Dairy Farm, in best part of Stratford district, all in grass and nearly all ploughable. This farm is well grassed and in good heart. The buildings are all new, and consist of a new six-roomed bungalow with all modern conveniences, new cowshed and four-cow plant. It is situated on good metalled road, and close to a thriving township and railway, factory, school and post office are only half a mile distant. We can recommend this farm as the best, and at £45 per acre is a real snip.: [545, 711, 773, 820]
- advert-text: 4 ACRES, New Plymouth, 1½ miles from the post office, with up-to-date 6-roomed house, all conveniences; concreted cowshed, concreted yard and paths and concreted motor shed. Tennis court. Telephone on. We have inspected this property, and can thoroughly recommend it. The price is £2800, and it is very good value.: [55, 738, 287, 814]
- call-line: CALL AND SEE US!: [123, 868, 219, 879]
- agent-name: BARNITT AND FLETCHER: [106, 1431, 236, 1442]
- advert: [306, 768, 526, 886]
- advert-text: 60 ACRES, situated two miles from factory, quarter mile school, three miles from railway, on a good metalled road. Dwelling of 6 rooms, 10-bail cowshed, water power available, other outbuildings. Seven paddocks, all in grass, a little shelter bush. Price, £24 10s per acre; terms £125 cash, balance on long-dated mortgage.: [545, 527, 773, 603]
- agent-line: STRATFORD.: [630, 319, 687, 329]
- investment-advert: [1532, 1551, 1675, 1786]
- advert-subtitle: £125 Down, balance easy payments extending over many years.: [550, 504, 768, 525]
- agent-name: JAMES & GILLMAN: [1583, 197, 1757, 216]
- advert: [1293, 107, 1514, 220]
- news-byline: By Telegraph.—Press Association: [1096, 369, 1217, 377]
- advert: [1532, 552, 1808, 949]
